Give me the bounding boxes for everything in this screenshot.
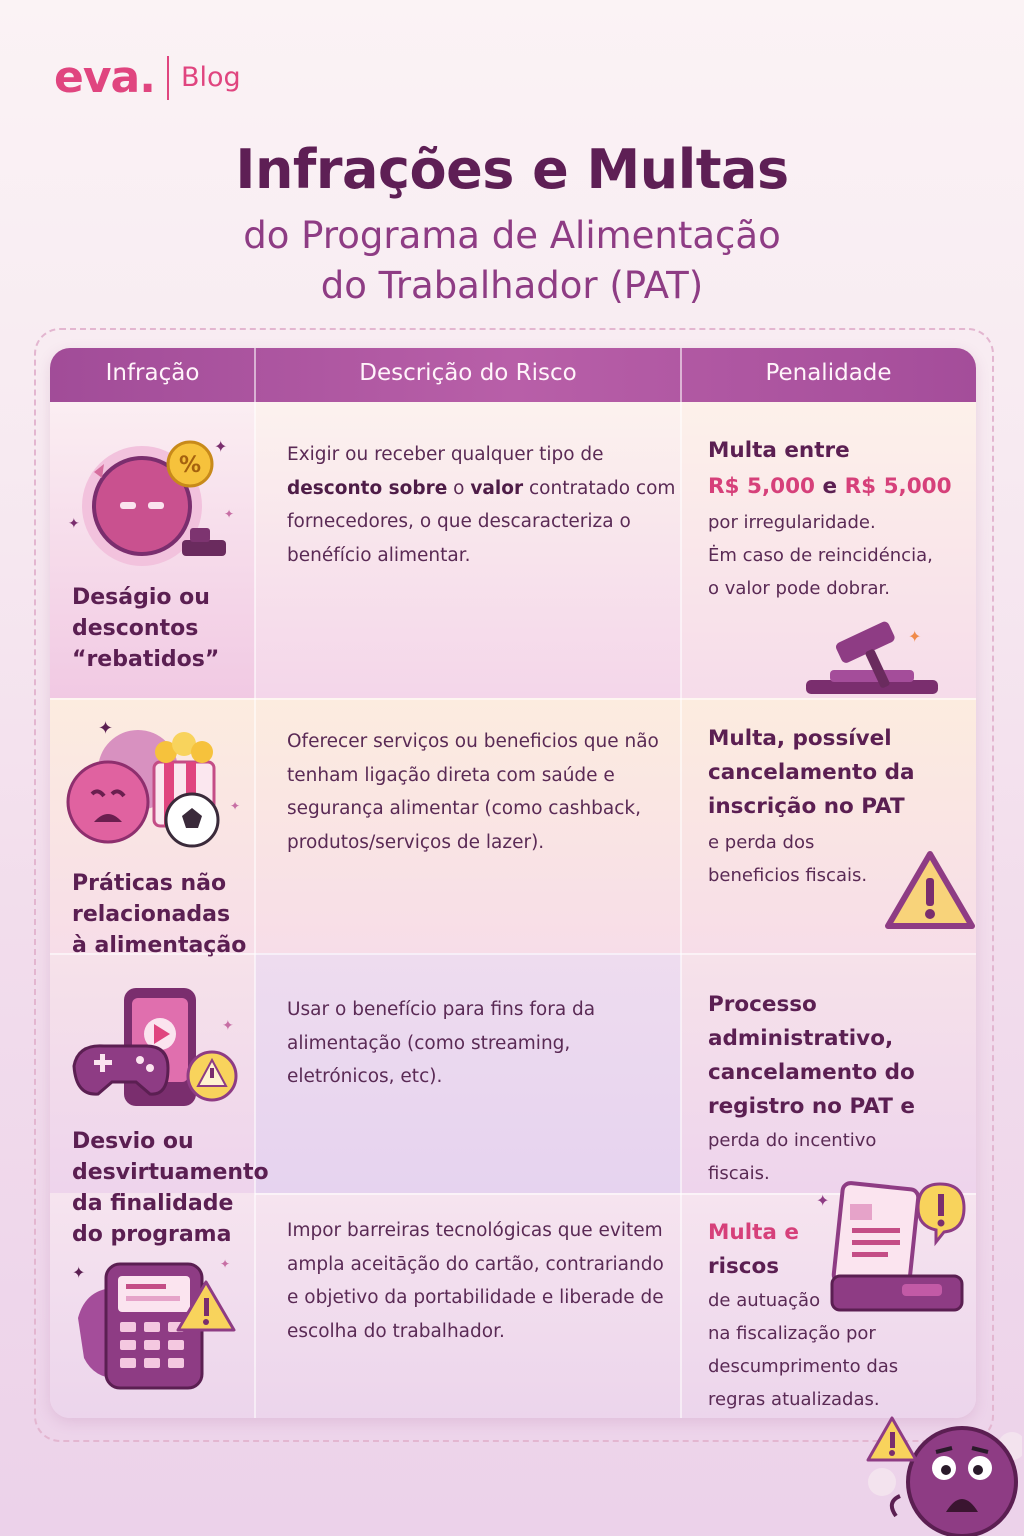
- desc-text: o: [447, 477, 471, 499]
- penalty-text: na fiscalização por: [708, 1323, 876, 1344]
- penalty-heading: [708, 1216, 970, 1250]
- infraction-line: “rebatidos”: [72, 647, 220, 672]
- page-subtitle-line2: do Trabalhador (PAT): [320, 264, 704, 307]
- amount-connector: e: [815, 474, 845, 499]
- penalty-heading: riscos: [708, 1254, 780, 1279]
- header-descricao: Descrição do Risco: [359, 360, 577, 386]
- infraction-label-3: [72, 1126, 269, 1250]
- svg-text:✦: ✦: [214, 437, 228, 456]
- infraction-line: do programa: [72, 1222, 232, 1247]
- risk-description-1: [287, 438, 677, 572]
- infraction-line: Deságio ou: [72, 585, 210, 610]
- risk-description-4: Impor barreiras tecnológicas que evitem ampla aceitāção do cartão, contrariando e objetivo da portabilidade e liberade de escolha do trabalhador.: [287, 1220, 664, 1342]
- infractions-table: [50, 348, 976, 1418]
- risk-description-2: Oferecer serviços ou beneficios que não tenham ligação direta com saúde e segurança alimentar (como cashback, produtos/serviços de lazer).: [287, 731, 659, 853]
- svg-text:✦: ✦: [72, 1263, 86, 1282]
- table-header: [50, 348, 976, 402]
- infraction-line: Desvio ou: [72, 1129, 194, 1154]
- penalty-heading: cancelamento do: [708, 1060, 915, 1085]
- worried-mascot-icon: [862, 1392, 1022, 1536]
- penalty-text: regras atualizadas.: [708, 1389, 880, 1410]
- penalty-text: fiscais.: [708, 1163, 770, 1184]
- blog-label[interactable]: Blog: [180, 62, 241, 93]
- penalty-heading: cancelamento da: [708, 760, 915, 785]
- gavel-icon: [800, 620, 950, 700]
- desc-bold: desconto sobre: [287, 477, 448, 499]
- penalty-text: beneficios fiscais.: [708, 865, 868, 886]
- infraction-line: à alimentação: [72, 933, 247, 958]
- penalty-text: o valor pode dobrar.: [708, 578, 890, 599]
- infraction-line: Práticas não: [72, 871, 227, 896]
- penalty-heading: administrativo,: [708, 1026, 894, 1051]
- svg-text:✦: ✦: [224, 507, 235, 521]
- column-divider: [254, 348, 256, 1418]
- desc-bold: valor: [470, 477, 524, 499]
- penalty-heading: inscrição no PAT: [708, 794, 905, 819]
- svg-text:%: %: [178, 453, 202, 478]
- page-title: Infrações e Multas: [235, 138, 789, 201]
- svg-text:✦: ✦: [68, 516, 80, 532]
- infraction-line: descontos: [72, 616, 199, 641]
- popcorn-ball-icon: [62, 716, 252, 856]
- infraction-line: desvirtuamento: [72, 1160, 269, 1185]
- risk-description-3: Usar o benefício para fins fora da alimentação (como streaming, eletrónicos, etc).: [287, 999, 596, 1087]
- brand-header: [54, 52, 241, 103]
- header-penalidade: Penalidade: [765, 360, 892, 386]
- penalty-text: descumprimento das: [708, 1356, 899, 1377]
- penalty-text: perda do incentivo: [708, 1130, 877, 1151]
- infraction-line: relacionadas: [72, 902, 231, 927]
- svg-text:✦: ✦: [98, 718, 114, 739]
- card-machine-icon: [66, 1248, 246, 1398]
- infraction-label-1: [72, 582, 219, 675]
- desc-text: Exigir ou receber qualquer tipo de: [287, 444, 604, 465]
- penalty-text: por irregularidade.: [708, 512, 876, 533]
- column-divider: [680, 348, 682, 1418]
- penalty-4: [708, 1216, 970, 1416]
- brand-divider: [167, 56, 169, 100]
- svg-text:✦: ✦: [230, 799, 241, 813]
- penalty-1: [708, 434, 970, 605]
- penalty-heading: Multa, possível: [708, 726, 892, 751]
- svg-text:✦: ✦: [222, 1018, 234, 1034]
- eva-logo[interactable]: eva.: [54, 52, 155, 103]
- desc-text: contratado com fornecedores, o que descaracteriza o benéfício alimentar.: [287, 477, 676, 566]
- penalty-text: de autuação: [708, 1290, 821, 1311]
- amount-max: R$ 5,000: [844, 474, 952, 499]
- penalty-heading: registro no PAT e: [708, 1094, 915, 1119]
- penalty-heading: Multa entre: [708, 438, 850, 463]
- penalty-amounts: [708, 468, 970, 506]
- svg-text:✦: ✦: [908, 627, 922, 646]
- penalty-emphasis: Multa e: [708, 1220, 799, 1245]
- amount-min: R$ 5,000: [708, 474, 816, 499]
- page-subtitle-line1: do Programa de Alimentação: [243, 214, 781, 257]
- infraction-label-2: [72, 868, 246, 961]
- svg-text:✦: ✦: [220, 1257, 231, 1271]
- warning-triangle-icon: [882, 848, 976, 932]
- penalty-text: Ėm caso de reincidéncia,: [708, 545, 933, 566]
- penalty-3: [708, 988, 970, 1190]
- phone-gamepad-icon: [64, 984, 244, 1114]
- infraction-line: da finalidade: [72, 1191, 234, 1216]
- penalty-text: e perda dos: [708, 832, 815, 853]
- penalty-heading: Processo: [708, 992, 817, 1017]
- header-infracao: Infração: [105, 360, 200, 386]
- svg-text:✦: ✦: [816, 1191, 830, 1210]
- percent-badge-icon: [64, 428, 244, 578]
